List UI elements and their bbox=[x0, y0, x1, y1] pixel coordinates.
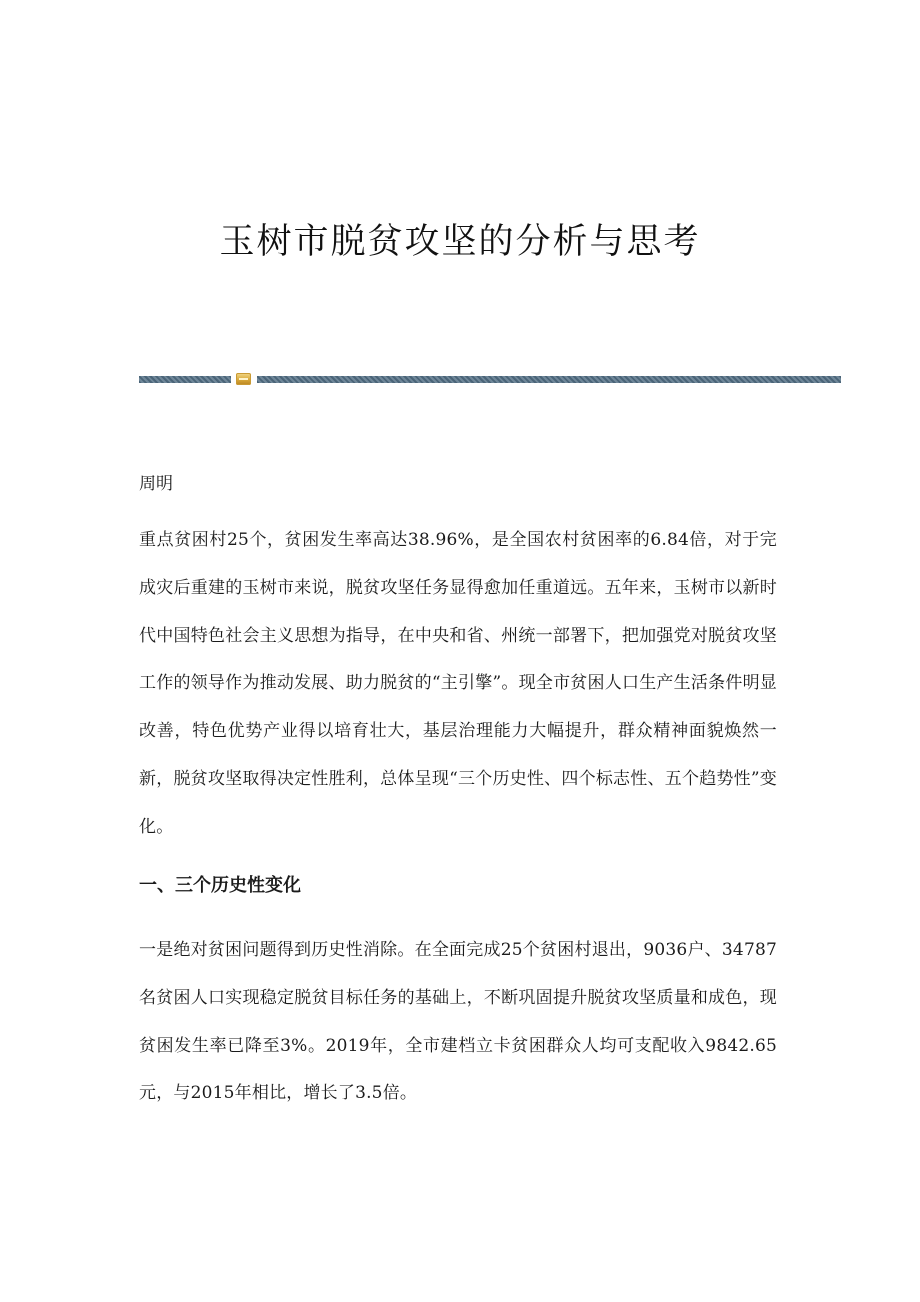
divider-bar-right bbox=[257, 376, 841, 383]
divider-bar-left bbox=[139, 376, 231, 383]
section-paragraph: 一是绝对贫困问题得到历史性消除。在全面完成25个贫困村退出，9036户、34787名贫困人口实现稳定脱贫目标任务的基础上，不断巩固提升脱贫攻坚质量和成色，现贫困发生率已降至3%。2019年，全市建档立卡贫困群众人均可支配收入9842.65元，与2015年相比，增长了3.5倍。 bbox=[139, 940, 777, 1104]
title-divider bbox=[139, 373, 841, 385]
divider-ornament-icon bbox=[236, 373, 251, 385]
document-title: 玉树市脱贫攻坚的分析与思考 bbox=[219, 222, 701, 262]
section-heading: 一、三个历史性变化 bbox=[139, 875, 301, 896]
intro-paragraph: 重点贫困村25个，贫困发生率高达38.96%，是全国农村贫困率的6.84倍，对于完成灾后重建的玉树市来说，脱贫攻坚任务显得愈加任重道远。五年来，玉树市以新时代中国特色社会主义思想为指导，在中央和省、州统一部署下，把加强党对脱贫攻坚工作的领导作为推动发展、助力脱贫的“主引擎”。现全市贫困人口生产生活条件明显改善，特色优势产业得以培育壮大，基层治理能力大幅提升，群众精神面貌焕然一新，脱贫攻坚取得决定性胜利，总体呈现“三个历史性、四个标志性、五个趋势性”变化。 bbox=[139, 530, 777, 837]
author-name: 周明 bbox=[139, 474, 173, 494]
